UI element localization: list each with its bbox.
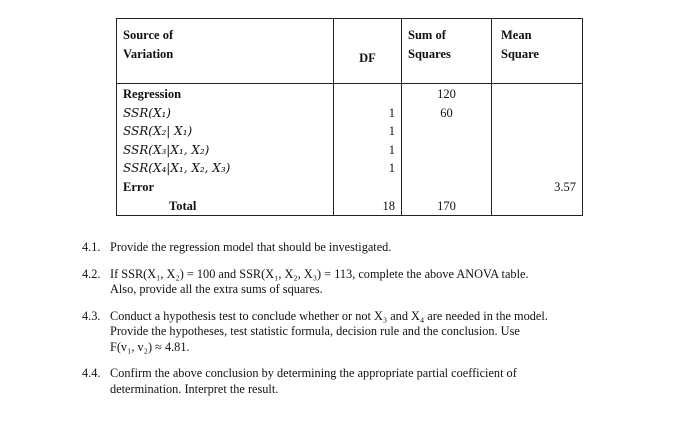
row-label-ssr-x3-given-x1-x2: SSR(X₃|X₁, X₂): [123, 142, 210, 157]
df-column: [334, 84, 402, 216]
ss-ssr-x4: [402, 159, 491, 178]
row-label-ssr-x4-given-x1-x2-x3: SSR(X₄|X₁, X₂, X₃): [123, 161, 231, 176]
df-ssr-x2: 1: [388, 124, 395, 139]
ms-ssr-x4: [492, 159, 576, 178]
ss-column: [402, 84, 492, 216]
question-4-4: [82, 366, 642, 397]
df-regression: [334, 85, 395, 104]
header-mean-square: Mean Square: [492, 19, 583, 84]
header-sum-of-squares: Sum of Squares: [402, 19, 492, 84]
ms-regression: [492, 85, 576, 104]
row-label-regression: Regression: [123, 87, 182, 101]
ms-column: [492, 84, 583, 216]
ss-error: [402, 178, 491, 197]
question-number: 4.3.: [82, 308, 101, 323]
row-label-error: Error: [123, 179, 155, 194]
question-number: 4.1.: [82, 240, 101, 254]
anova-table: [116, 18, 583, 216]
question-4-3: [82, 309, 642, 356]
table-header-row: [117, 19, 583, 84]
question-text: Conduct a hypothesis test to conclude whether or not X₃ and X₄ are needed in the model. Provide the hypotheses, test statistic formula, decision rule and the conclusion. Use F(v₁, v₂) ≈ 4.81.: [110, 308, 548, 354]
header-df: DF: [334, 19, 402, 84]
df-total: 18: [382, 198, 395, 213]
df-error: [334, 178, 395, 197]
row-label-total: Total: [169, 198, 197, 213]
ss-regression: 120: [437, 87, 456, 101]
question-list: [82, 240, 642, 408]
df-ssr-x1: 1: [388, 105, 395, 120]
question-text: Provide the regression model that should be investigated.: [110, 240, 392, 254]
question-text: Confirm the above conclusion by determining the appropriate partial coefficient of determination. Interpret the result.: [110, 366, 517, 396]
question-4-2: [82, 267, 642, 298]
header-source-of-variation: Source of Variation: [117, 19, 334, 84]
question-4-1: [82, 240, 642, 256]
ms-error: 3.57: [554, 179, 576, 194]
table-body-row: [117, 84, 583, 216]
row-label-ssr-x2-given-x1: SSR(X₂| X₁): [123, 124, 193, 139]
ms-ssr-x1: [492, 104, 576, 123]
ss-ssr-x3: [402, 141, 491, 160]
ms-total: [492, 197, 576, 216]
row-label-ssr-x1: SSR(X₁): [123, 105, 171, 120]
source-column: [117, 84, 334, 216]
ms-ssr-x2: [492, 122, 576, 141]
question-number: 4.2.: [82, 266, 101, 281]
df-ssr-x3: 1: [388, 142, 395, 157]
question-text: If SSR(X₁, X₂) = 100 and SSR(X₁, X₂, X₃) = 113, complete the above ANOVA table. Also, provide all the extra sums of squares.: [110, 266, 529, 296]
ss-total: 170: [437, 198, 456, 213]
df-ssr-x4: 1: [388, 161, 395, 176]
ss-ssr-x2: [402, 122, 491, 141]
question-number: 4.4.: [82, 366, 101, 380]
ss-ssr-x1: 60: [440, 105, 453, 120]
ms-ssr-x3: [492, 141, 576, 160]
